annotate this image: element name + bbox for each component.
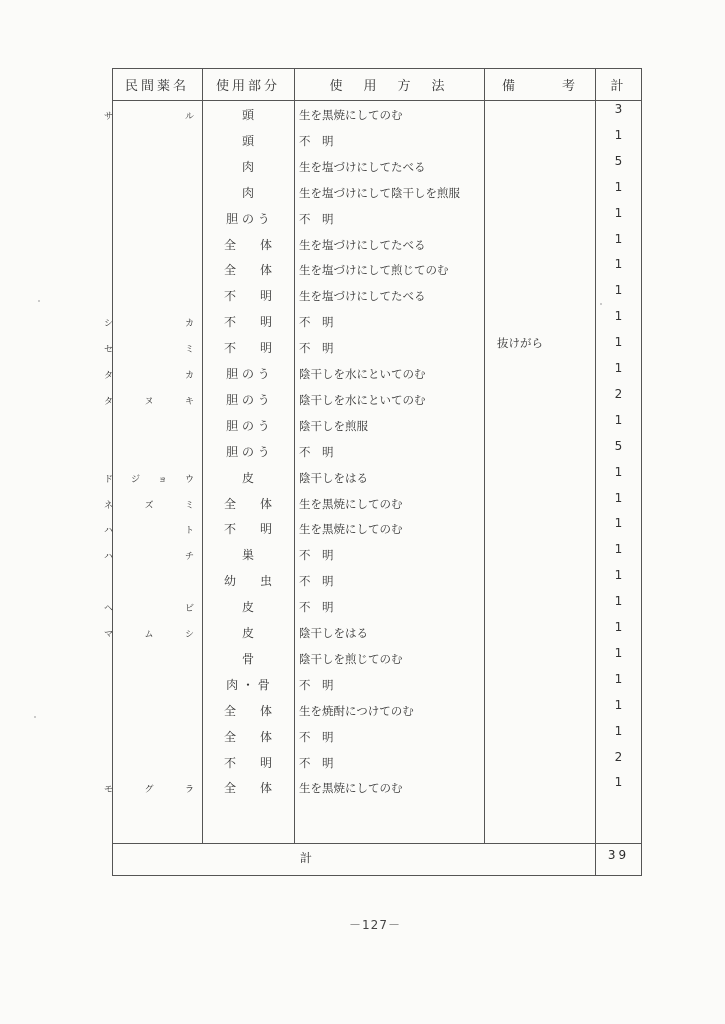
- row-count: 1: [614, 542, 623, 556]
- row-name-char: カ: [184, 371, 194, 381]
- row-method: 不 明: [299, 574, 334, 588]
- row-name-char: ハ: [104, 552, 114, 562]
- row-part: 胆 の う: [226, 212, 270, 226]
- header-name: 民間薬名: [124, 79, 189, 94]
- row-part: 骨: [241, 652, 254, 666]
- row-name-char: ミ: [184, 501, 194, 511]
- row-part: 全 体: [223, 263, 272, 277]
- header-method: 使 用 方 法: [329, 79, 449, 94]
- row-part: 肉: [241, 160, 254, 174]
- row-count: 1: [614, 568, 623, 582]
- row-name-char: ヘ: [104, 604, 114, 614]
- row-method: 不 明: [299, 548, 334, 562]
- row-name-char: ョ: [157, 475, 167, 485]
- row-part: 胆 の う: [226, 419, 270, 433]
- row-name: [104, 369, 194, 383]
- scan-speck: [38, 300, 40, 302]
- row-part: 巣: [241, 548, 254, 562]
- row-count: 1: [614, 232, 623, 246]
- row-count: 5: [614, 439, 623, 453]
- row-count: 1: [614, 672, 623, 686]
- row-name-char: ジ: [130, 475, 140, 485]
- row-name: [104, 110, 194, 124]
- row-count: 1: [614, 128, 623, 142]
- row-method: 陰干しを水にといてのむ: [299, 393, 426, 407]
- row-part: 頭: [241, 134, 254, 148]
- row-part: 皮: [241, 626, 254, 640]
- row-part: 肉: [241, 186, 254, 200]
- row-part: 不 明: [223, 341, 272, 355]
- row-method: 不 明: [299, 756, 334, 770]
- row-name-char: セ: [104, 345, 114, 355]
- row-count: 1: [614, 206, 623, 220]
- header-divider: [112, 100, 642, 101]
- row-name-char: サ: [104, 112, 114, 122]
- row-count: 1: [614, 724, 623, 738]
- row-name-char: ル: [184, 112, 194, 122]
- row-name-char: シ: [104, 319, 114, 329]
- row-name-char: ヌ: [144, 397, 154, 407]
- row-part: 胆 の う: [226, 445, 270, 459]
- row-name-char: ウ: [184, 475, 194, 485]
- row-method: 生を塩づけにしてたべる: [299, 238, 426, 252]
- row-part: 幼 虫: [223, 574, 272, 588]
- row-part: 肉 ・ 骨: [226, 678, 270, 692]
- row-count: 1: [614, 698, 623, 712]
- row-name: [104, 473, 194, 487]
- scan-speck: [34, 716, 36, 718]
- row-name-char: マ: [104, 630, 114, 640]
- row-part: 全 体: [223, 497, 272, 511]
- row-name: [104, 317, 194, 331]
- row-name-char: ズ: [144, 501, 154, 511]
- row-name: [104, 602, 194, 616]
- row-name-char: ミ: [184, 345, 194, 355]
- row-method: 不 明: [299, 212, 334, 226]
- row-count: 1: [614, 335, 623, 349]
- row-count: 1: [614, 620, 623, 634]
- row-method: 生を塩づけにしてたべる: [299, 160, 426, 174]
- row-method: 生を黒焼にしてのむ: [299, 108, 403, 122]
- header-note-left: 備: [501, 79, 518, 94]
- row-part: 胆 の う: [226, 393, 270, 407]
- row-count: 3: [614, 102, 623, 116]
- row-name-char: キ: [184, 397, 194, 407]
- row-part: 皮: [241, 600, 254, 614]
- row-name-char: タ: [104, 371, 114, 381]
- row-method: 陰干しを煎じてのむ: [299, 652, 403, 666]
- row-part: 全 体: [223, 781, 272, 795]
- row-name-char: ハ: [104, 526, 114, 536]
- row-count: 1: [614, 361, 623, 375]
- row-part: 不 明: [223, 756, 272, 770]
- row-name: [104, 343, 194, 357]
- row-count: 1: [614, 491, 623, 505]
- row-count: 2: [614, 750, 623, 764]
- total-value: 39: [607, 848, 630, 862]
- row-method: 陰干しをはる: [299, 471, 368, 485]
- row-name-char: ネ: [104, 501, 114, 511]
- row-name: [104, 550, 194, 564]
- row-name-char: ド: [104, 475, 114, 485]
- scan-speck: [600, 303, 602, 305]
- row-method: 陰干しを煎服: [299, 419, 368, 433]
- row-name-char: タ: [104, 397, 114, 407]
- row-count: 5: [614, 154, 623, 168]
- row-name-char: カ: [184, 319, 194, 329]
- row-count: 1: [614, 180, 623, 194]
- row-method: 不 明: [299, 600, 334, 614]
- row-method: 不 明: [299, 678, 334, 692]
- row-count: 1: [614, 594, 623, 608]
- row-method: 陰干しを水にといてのむ: [299, 367, 426, 381]
- row-name-char: ム: [144, 630, 154, 640]
- header-count: 計: [610, 79, 627, 94]
- row-count: 1: [614, 257, 623, 271]
- header-part: 使用部分: [215, 79, 280, 94]
- row-method: 不 明: [299, 341, 334, 355]
- row-count: 1: [614, 413, 623, 427]
- row-name-char: ト: [184, 526, 194, 536]
- row-name: [104, 783, 194, 797]
- row-method: 不 明: [299, 134, 334, 148]
- row-count: 1: [614, 309, 623, 323]
- row-part: 皮: [241, 471, 254, 485]
- row-method: 生を黒焼にしてのむ: [299, 497, 403, 511]
- row-part: 胆 の う: [226, 367, 270, 381]
- page-number: －127－: [349, 918, 401, 932]
- row-part: 不 明: [223, 289, 272, 303]
- row-note: 抜けがら: [497, 336, 543, 350]
- row-name-char: グ: [144, 785, 154, 795]
- header-note-right: 考: [561, 79, 578, 94]
- row-method: 不 明: [299, 445, 334, 459]
- total-divider: [112, 843, 642, 844]
- row-name: [104, 395, 194, 409]
- row-method: 生を黒焼にしてのむ: [299, 522, 403, 536]
- row-part: 全 体: [223, 730, 272, 744]
- row-name: [104, 499, 194, 513]
- total-label: 計: [300, 851, 313, 865]
- row-part: 全 体: [223, 238, 272, 252]
- row-part: 頭: [241, 108, 254, 122]
- row-name-char: チ: [184, 552, 194, 562]
- row-name-char: モ: [104, 785, 114, 795]
- row-method: 陰干しをはる: [299, 626, 368, 640]
- column-divider-part: [294, 68, 295, 843]
- row-count: 1: [614, 775, 623, 789]
- row-name-char: ビ: [184, 604, 194, 614]
- row-name: [104, 524, 194, 538]
- row-count: 1: [614, 465, 623, 479]
- row-method: 不 明: [299, 730, 334, 744]
- row-method: 生を塩づけにしてたべる: [299, 289, 426, 303]
- row-method: 生を塩づけにして陰干しを煎服: [299, 186, 460, 200]
- row-count: 1: [614, 646, 623, 660]
- row-name: [104, 628, 194, 642]
- row-method: 生を塩づけにして煎じてのむ: [299, 263, 449, 277]
- row-part: 不 明: [223, 522, 272, 536]
- row-name-char: ラ: [184, 785, 194, 795]
- row-part: 全 体: [223, 704, 272, 718]
- row-count: 2: [614, 387, 623, 401]
- row-method: 生を焼酎につけてのむ: [299, 704, 414, 718]
- row-method: 不 明: [299, 315, 334, 329]
- row-method: 生を黒焼にしてのむ: [299, 781, 403, 795]
- row-count: 1: [614, 283, 623, 297]
- row-part: 不 明: [223, 315, 272, 329]
- row-count: 1: [614, 516, 623, 530]
- row-name-char: シ: [184, 630, 194, 640]
